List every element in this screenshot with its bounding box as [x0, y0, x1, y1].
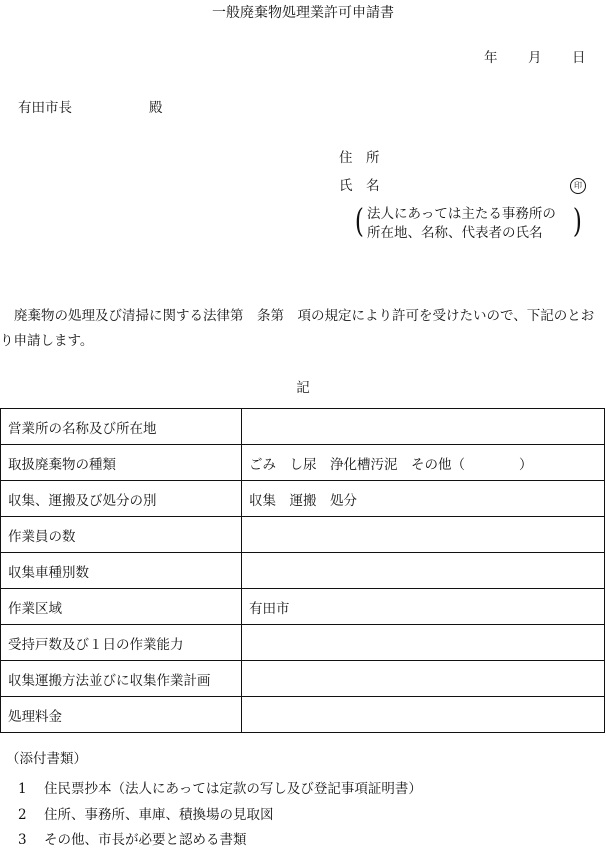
row-value[interactable] — [242, 625, 605, 661]
table-row — [1, 625, 605, 661]
table-row — [1, 409, 605, 445]
honorific: 殿 — [149, 100, 163, 116]
row-value[interactable]: 有田市 — [242, 589, 605, 625]
row-label: 受持戸数及び１日の作業能力 — [1, 625, 242, 661]
row-value[interactable] — [242, 553, 605, 589]
note-left-paren: ( — [354, 201, 364, 240]
row-label: 取扱廃棄物の種類 — [1, 445, 242, 481]
document-title: 一般廃棄物処理業許可申請書 — [212, 5, 394, 21]
table-row — [1, 445, 605, 481]
row-value[interactable]: ごみ し尿 浄化槽汚泥 その他（ ） — [242, 445, 605, 481]
table-row — [1, 553, 605, 589]
seal-mark: 印 — [570, 178, 586, 194]
date-day-label: 日 — [572, 50, 586, 66]
row-value[interactable] — [242, 697, 605, 733]
table-row — [1, 517, 605, 553]
note-right-paren: ) — [572, 201, 582, 240]
row-label: 収集、運搬及び処分の別 — [1, 481, 242, 517]
attachment-number: 3 — [18, 832, 27, 848]
table-row — [1, 697, 605, 733]
attachment-item — [18, 783, 422, 797]
table-row — [1, 589, 605, 625]
attachment-item — [18, 834, 247, 848]
applicant-name-label: 氏 名 — [339, 178, 380, 194]
ki-heading: 記 — [296, 380, 310, 396]
date-year-label: 年 — [484, 50, 498, 66]
attachment-text: その他、市長が必要と認める書類 — [44, 832, 247, 848]
addressee: 有田市長 — [18, 100, 72, 116]
table-row — [1, 481, 605, 517]
attachments-heading: （添付書類） — [6, 751, 87, 767]
applicant-note-line1: 法人にあっては主たる事務所の — [367, 206, 556, 222]
attachment-text: 住民票抄本（法人にあっては定款の写し及び登記事項証明書） — [44, 781, 422, 797]
attachment-number: 2 — [18, 807, 27, 823]
row-value[interactable] — [242, 661, 605, 697]
row-value[interactable]: 収集 運搬 処分 — [242, 481, 605, 517]
attachment-item — [18, 809, 274, 823]
applicant-note-line2: 所在地、名称、代表者の氏名 — [367, 225, 543, 241]
attachment-text: 住所、事務所、車庫、積換場の見取図 — [44, 807, 274, 823]
application-items-table — [0, 408, 605, 733]
row-label: 収集運搬方法並びに収集作業計画 — [1, 661, 242, 697]
table-row — [1, 661, 605, 697]
row-label: 営業所の名称及び所在地 — [1, 409, 242, 445]
row-value[interactable] — [242, 409, 605, 445]
date-month-label: 月 — [528, 50, 542, 66]
row-label: 処理料金 — [1, 697, 242, 733]
row-label: 作業区域 — [1, 589, 242, 625]
row-label: 収集車種別数 — [1, 553, 242, 589]
row-label: 作業員の数 — [1, 517, 242, 553]
applicant-address-label: 住 所 — [339, 150, 380, 166]
attachment-number: 1 — [18, 781, 27, 797]
row-value[interactable] — [242, 517, 605, 553]
application-statement: 廃棄物の処理及び清掃に関する法律第 条第 項の規定により許可を受けたいので、下記のとおり申請します。 — [0, 308, 595, 349]
